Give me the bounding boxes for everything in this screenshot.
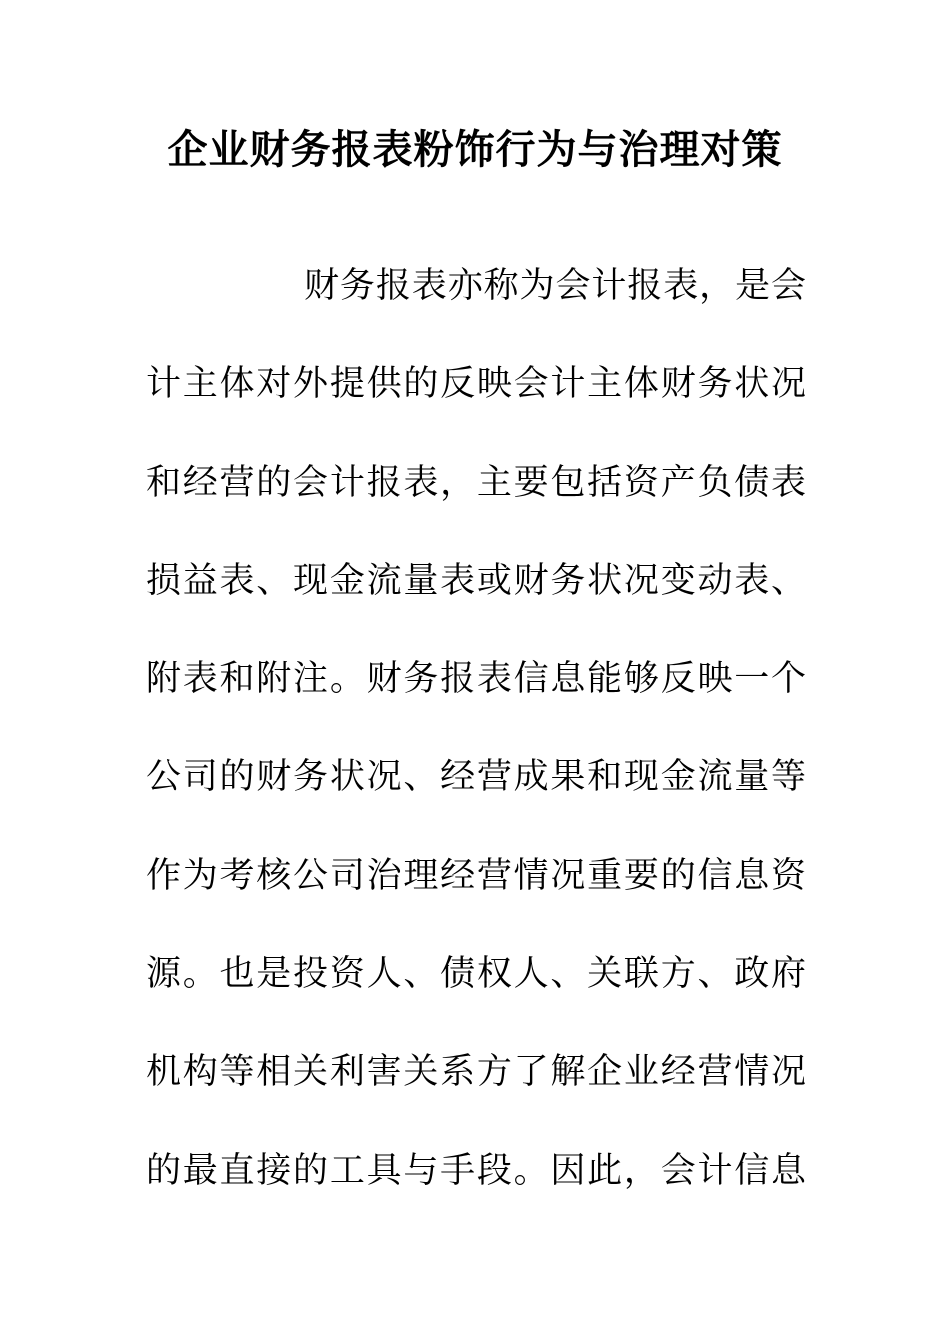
paragraph-line: 计主体对外提供的反映会计主体财务状况 <box>146 364 806 405</box>
paragraph-line: 作为考核公司治理经营情况重要的信息资 <box>146 855 806 896</box>
paragraph-line: 附表和附注。财务报表信息能够反映一个 <box>146 659 806 700</box>
paragraph-line: 机构等相关利害关系方了解企业经营情况 <box>146 1052 806 1093</box>
document-body <box>146 254 806 1237</box>
paragraph-line: 损益表、现金流量表或财务状况变动表、 <box>146 560 806 601</box>
paragraph-line: 的最直接的工具与手段。因此，会计信息 <box>146 1150 806 1191</box>
document-title: 企业财务报表粉饰行为与治理对策 <box>167 126 783 173</box>
paragraph-line: 财务报表亦称为会计报表，是会 <box>304 266 806 306</box>
paragraph-line: 源。也是投资人、债权人、关联方、政府 <box>146 954 806 995</box>
paragraph-line: 和经营的会计报表，主要包括资产负债表 <box>146 462 806 503</box>
paragraph-line: 公司的财务状况、经营成果和现金流量等 <box>146 757 806 798</box>
